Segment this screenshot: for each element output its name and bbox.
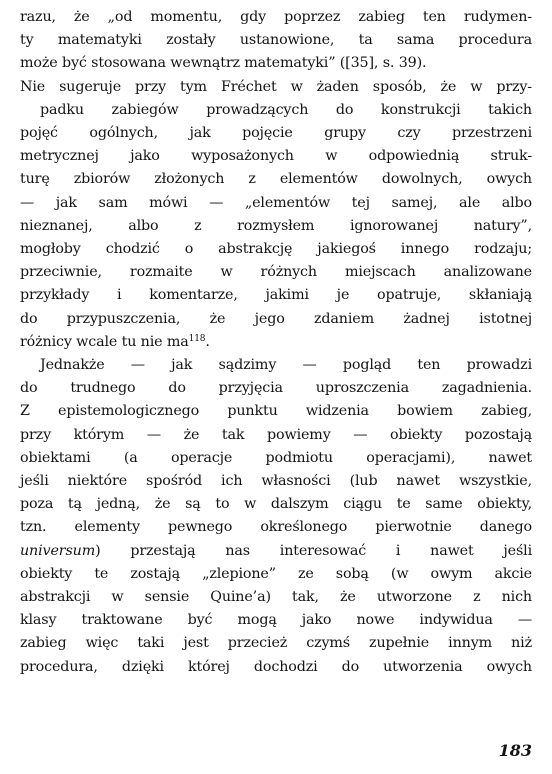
text-line: ty matematyki zostały ustanowione, ta sama procedura [20, 32, 532, 49]
footnote-reference: 118 [188, 333, 206, 344]
italic-term: universum [20, 542, 96, 559]
text-line: przy którym — że tak powiemy — obiekty pozostają [20, 426, 532, 443]
text-line: abstrakcji w sensie Quine’a) tak, że utworzone z nich [20, 589, 532, 606]
text-line: Nie sugeruje przy tym Fréchet w żaden sposób, że w przy- [20, 78, 532, 95]
text-fragment: różnicy wcale tu nie ma [20, 333, 189, 350]
text-fragment: ) przestają nas interesować i nawet jeśli [95, 542, 532, 559]
text-line: mogłoby chodzić o abstrakcję jakiegoś innego rodzaju; [20, 241, 532, 258]
text-line: — jak sam mówi — „elementów tej samej, ale albo [20, 194, 532, 211]
text-line: przeciwnie, rozmaite w różnych miejscach analizowane [20, 264, 532, 281]
text-line: różnicy wcale tu nie $ma^{118}$. [20, 333, 210, 350]
text-line: nieznanej, albo z rozmysłem ignorowanej natury”, [20, 217, 532, 234]
text-line: klasy traktowane być mogą jako nowe indywidua — [20, 612, 532, 629]
text-line: obiektami (a operacje podmiotu operacjami), nawet [20, 449, 532, 466]
text-line: do przypuszczenia, że jego zdaniem żadnej istotnej [20, 310, 532, 327]
text-line: razu, że „od momentu, gdy poprzez zabieg ten rudymen- [20, 9, 532, 25]
text-line: zabieg więc taki jest przecież czymś zupełnie innym niż [20, 635, 532, 652]
text-line: jeśli niektóre spośród ich własności (lub nawet wszystkie, [20, 473, 532, 490]
text-line [20, 540, 532, 563]
text-line: obiekty te zostają „zlepione” ze sobą (w owym akcie [20, 565, 532, 582]
text-line: turę zbiorów złożonych z elementów dowolnych, owych [20, 171, 532, 188]
text-line: Jednakże — jak sądzimy — pogląd ten prowadzi [40, 357, 532, 374]
text-line: pojęć ogólnych, jak pojęcie grupy czy przestrzeni [20, 125, 532, 142]
text-line: padku zabiegów prowadzących do konstrukcji takich [40, 101, 532, 118]
text-line: Z epistemologicznego punktu widzenia bowiem zabieg, [20, 403, 532, 420]
text-line: może być stosowana wewnątrz matematyki” ([35], s. 39). [20, 55, 427, 72]
page-number: 183 [498, 741, 532, 760]
text-line: tzn. elementy pewnego określonego pierwotnie danego [20, 519, 532, 536]
text-line: metrycznej jako wyposażonych w odpowiednią struk- [20, 148, 532, 165]
text-line: procedura, dzięki której dochodzi do utworzenia owych [20, 658, 532, 675]
text-line: poza tą jedną, że są to w dalszym ciągu te same obiekty, [20, 496, 532, 513]
text-line: do trudnego do przyjęcia uproszczenia zagadnienia. [20, 380, 532, 397]
body-text [20, 6, 532, 679]
text-line: przykłady i komentarze, jakimi je opatruje, skłaniają [20, 287, 532, 304]
